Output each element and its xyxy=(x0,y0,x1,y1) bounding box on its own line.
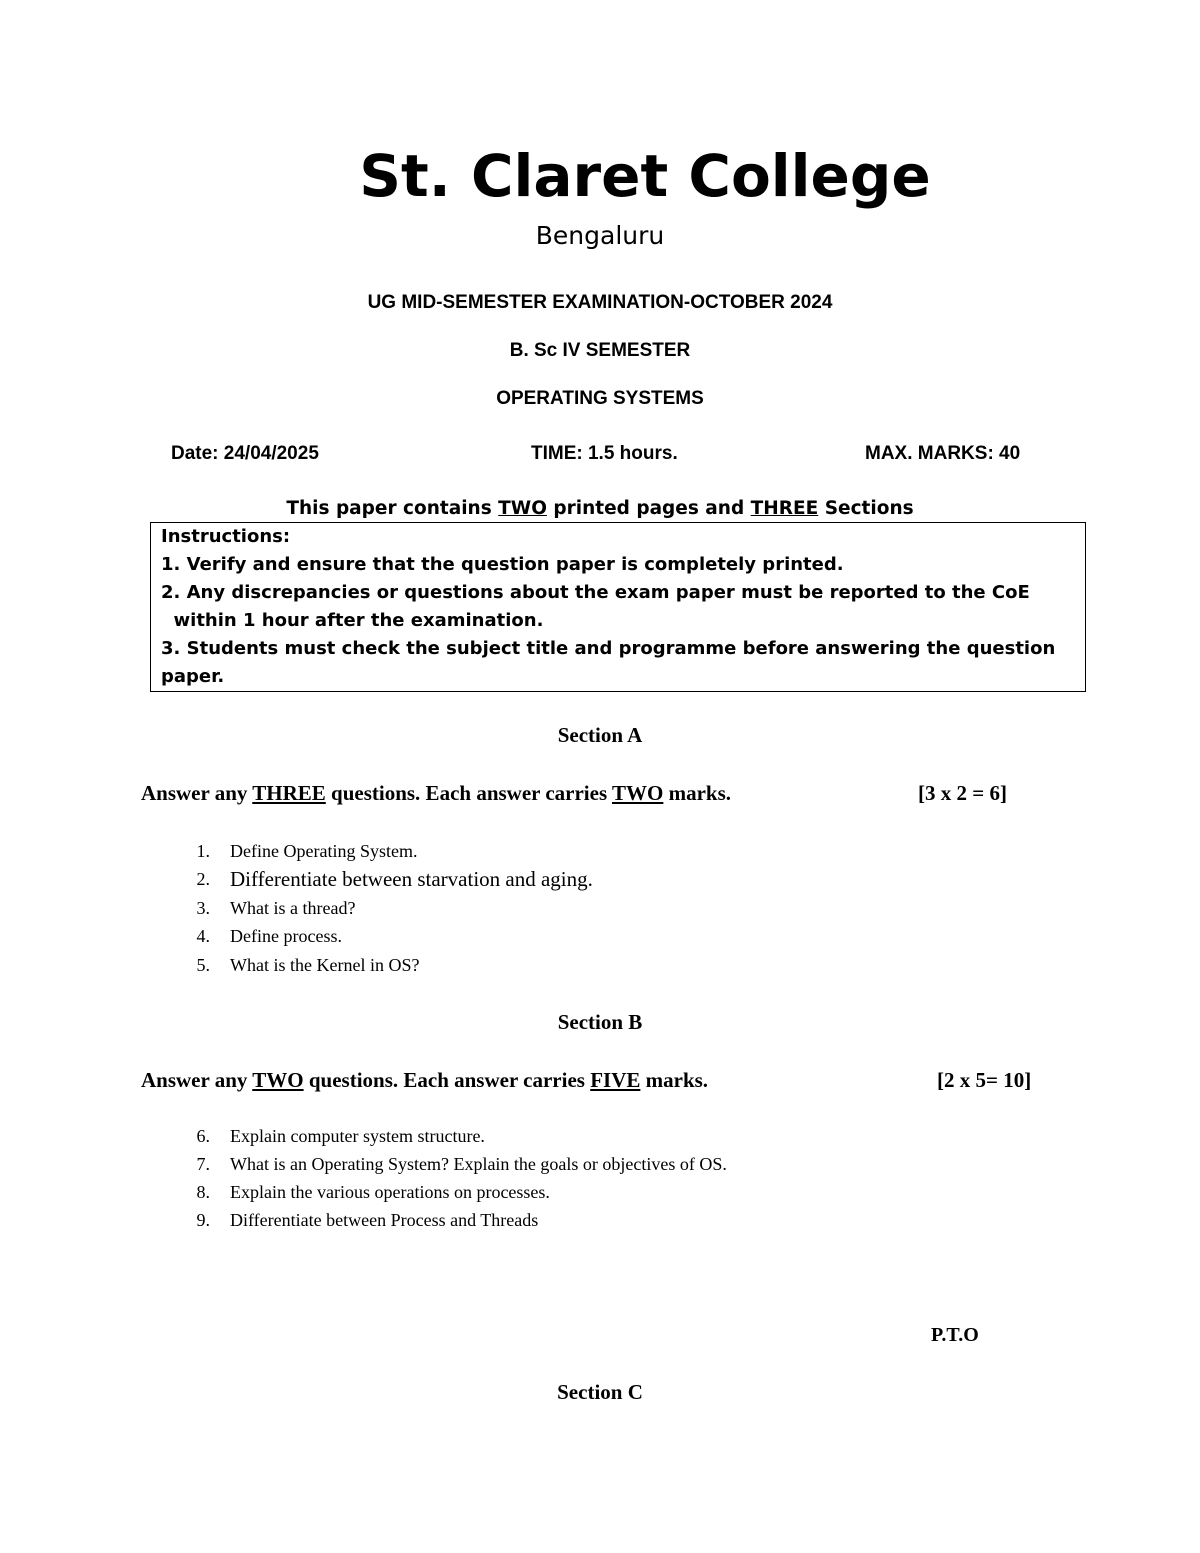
college-city: Bengaluru xyxy=(535,221,665,250)
question-text: Define process. xyxy=(230,926,342,946)
college-name: St. Claret College xyxy=(359,142,931,210)
answer-prefix: Answer any xyxy=(141,1068,253,1092)
answer-suffix: marks. xyxy=(663,781,732,805)
answer-middle: questions. Each answer carries xyxy=(325,781,613,805)
question-number: 2. xyxy=(196,869,210,889)
section-a-title: Section A xyxy=(557,723,643,747)
question-number: 1. xyxy=(196,841,210,861)
instruction-item: 1. Verify and ensure that the question paper is completely printed. xyxy=(161,554,844,575)
question-number: 9. xyxy=(196,1210,210,1230)
answer-count: THREE xyxy=(252,781,326,805)
programme-title: B. Sc IV SEMESTER xyxy=(509,340,691,361)
question-number: 3. xyxy=(196,898,210,918)
question-number: 8. xyxy=(196,1182,210,1202)
answer-middle: questions. Each answer carries xyxy=(303,1068,591,1092)
exam-date: Date: 24/04/2025 xyxy=(171,443,319,464)
section-a-instruction xyxy=(141,780,731,806)
exam-duration: TIME: 1.5 hours. xyxy=(531,443,678,464)
question-text: Differentiate between Process and Threads xyxy=(230,1210,539,1230)
section-a-marks: [3 x 2 = 6] xyxy=(918,781,1007,805)
question-text: What is a thread? xyxy=(230,898,356,918)
answer-marks: TWO xyxy=(612,781,664,805)
question-text: Explain the various operations on processes. xyxy=(230,1182,550,1202)
section-b-marks: [2 x 5= 10] xyxy=(937,1068,1032,1092)
paper-note-prefix: This paper contains xyxy=(286,498,499,519)
question-text: What is the Kernel in OS? xyxy=(230,955,420,975)
subject-title: OPERATING SYSTEMS xyxy=(496,388,704,409)
paper-note-sections: THREE xyxy=(750,498,819,519)
question-number: 6. xyxy=(196,1126,210,1146)
paper-note-middle: printed pages and xyxy=(546,498,751,519)
question-text: What is an Operating System? Explain the goals or objectives of OS. xyxy=(230,1154,727,1174)
exam-title: UG MID-SEMESTER EXAMINATION-OCTOBER 2024 xyxy=(367,292,833,313)
section-b-instruction xyxy=(141,1067,708,1093)
instruction-item-continued: within 1 hour after the examination. xyxy=(161,610,544,631)
answer-prefix: Answer any xyxy=(141,781,253,805)
instruction-item: 2. Any discrepancies or questions about the exam paper must be reported to the CoE xyxy=(161,582,1030,603)
question-text: Explain computer system structure. xyxy=(230,1126,485,1146)
instruction-item-continued: paper. xyxy=(161,666,225,687)
please-turn-over: P.T.O xyxy=(931,1324,979,1346)
answer-count: TWO xyxy=(252,1068,304,1092)
section-c-title: Section C xyxy=(557,1380,643,1404)
question-text: Differentiate between starvation and aging. xyxy=(230,867,593,891)
max-marks: MAX. MARKS: 40 xyxy=(865,443,1021,464)
question-text: Define Operating System. xyxy=(230,841,418,861)
paper-note-pages: TWO xyxy=(498,498,547,519)
paper-note-suffix: Sections xyxy=(818,498,914,519)
instructions-heading: Instructions: xyxy=(161,526,291,547)
question-number: 4. xyxy=(196,926,210,946)
answer-marks: FIVE xyxy=(590,1068,641,1092)
paper-note xyxy=(0,497,1200,521)
section-b-title: Section B xyxy=(557,1010,643,1034)
answer-suffix: marks. xyxy=(640,1068,709,1092)
instruction-item: 3. Students must check the subject title and programme before answering the question xyxy=(161,638,1056,659)
question-number: 5. xyxy=(196,955,210,975)
question-number: 7. xyxy=(196,1154,210,1174)
